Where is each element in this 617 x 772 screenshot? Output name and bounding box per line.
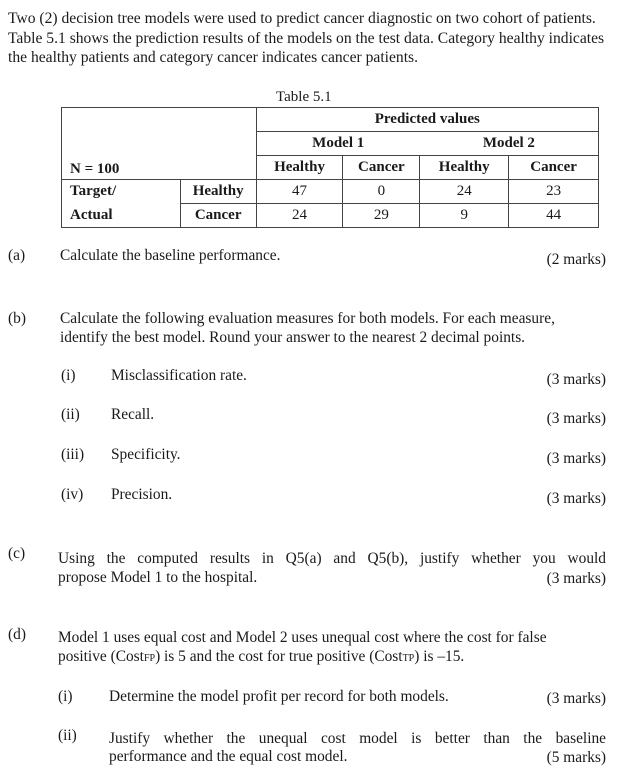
question-c-line1: Using the computed results in Q5(a) and Q5(b), justify whether you would [58,550,606,567]
question-b-iv-text: Precision. [111,486,173,503]
question-a-marks: (2 marks) [546,251,606,268]
text-span: positive (Cost [58,648,144,665]
table-cell: 24 [256,204,343,228]
question-b-ii-number: (ii) [61,406,80,423]
question-a-number: (a) [8,247,26,264]
question-b-i-number: (i) [61,367,76,384]
question-d-i-text: Determine the model profit per record for both models. [109,688,449,705]
table-cell: 23 [509,180,599,204]
question-d-ii-marks: (5 marks) [546,749,606,766]
row-label-cancer: Cancer [180,204,256,228]
m1-healthy-header: Healthy [256,156,343,180]
cost-tp-subscript: TP [402,653,415,664]
table-row [62,108,599,132]
question-d-ii-line2: performance and the equal cost model. [109,748,348,765]
m2-cancer-header: Cancer [509,156,599,180]
question-b-number: (b) [8,310,26,327]
m1-cancer-header: Cancer [343,156,420,180]
model2-header: Model 2 [420,132,599,156]
n-label: N = 100 [70,161,120,177]
table-caption: Table 5.1 [276,89,332,105]
question-b-i-marks: (3 marks) [546,371,606,388]
question-d-line1: Model 1 uses equal cost and Model 2 uses unequal cost where the cost for false [58,629,547,646]
table-row [62,180,599,204]
question-a-text: Calculate the baseline performance. [60,247,281,264]
question-c-line2: propose Model 1 to the hospital. [58,569,258,586]
question-b-line1: Calculate the following evaluation measures for both models. For each measure, [60,310,555,327]
text-span: ) is 5 and the cost for true positive (Cost [155,648,403,665]
question-b-iii-marks: (3 marks) [546,450,606,467]
table-cell: 44 [509,204,599,228]
n-label-cell [62,108,257,180]
question-d-ii-number: (ii) [58,727,77,744]
table-cell: 0 [343,180,420,204]
results-table [61,107,599,228]
question-b-i-text: Misclassification rate. [111,367,247,384]
question-b-iv-number: (iv) [61,486,84,503]
actual-label: Actual [62,204,181,228]
question-b-iv-marks: (3 marks) [546,490,606,507]
table-cell: 24 [420,180,509,204]
table-cell: 47 [256,180,343,204]
question-d-number: (d) [8,626,26,643]
question-c-number: (c) [8,545,26,562]
question-b-line2: identify the best model. Round your answer to the nearest 2 decimal points. [60,329,526,346]
m2-healthy-header: Healthy [420,156,509,180]
question-b-ii-text: Recall. [111,406,155,423]
question-b-iii-text: Specificity. [111,446,181,463]
intro-paragraph: Two (2) decision tree models were used to predict cancer diagnostic on two cohort of patients. Table 5.1 shows the prediction results of the models on the test data. Category healthy indicates the healthy patients and category cancer indicates cancer patients. [8,10,605,66]
question-d-line2 [58,648,464,666]
cost-fp-subscript: FP [143,653,156,664]
model1-header: Model 1 [256,132,420,156]
row-label-healthy: Healthy [180,180,256,204]
question-d-ii-line1: Justify whether the unequal cost model is better than the baseline [109,730,606,747]
text-span: ) is –15. [414,648,465,665]
question-b-iii-number: (iii) [61,446,85,463]
table-row [62,204,599,228]
question-c-marks: (3 marks) [546,570,606,587]
question-d-i-marks: (3 marks) [546,690,606,707]
question-d-i-number: (i) [58,688,73,705]
predicted-header: Predicted values [256,108,598,132]
table-cell: 29 [343,204,420,228]
target-label: Target/ [62,180,181,204]
question-b-ii-marks: (3 marks) [546,410,606,427]
table-cell: 9 [420,204,509,228]
